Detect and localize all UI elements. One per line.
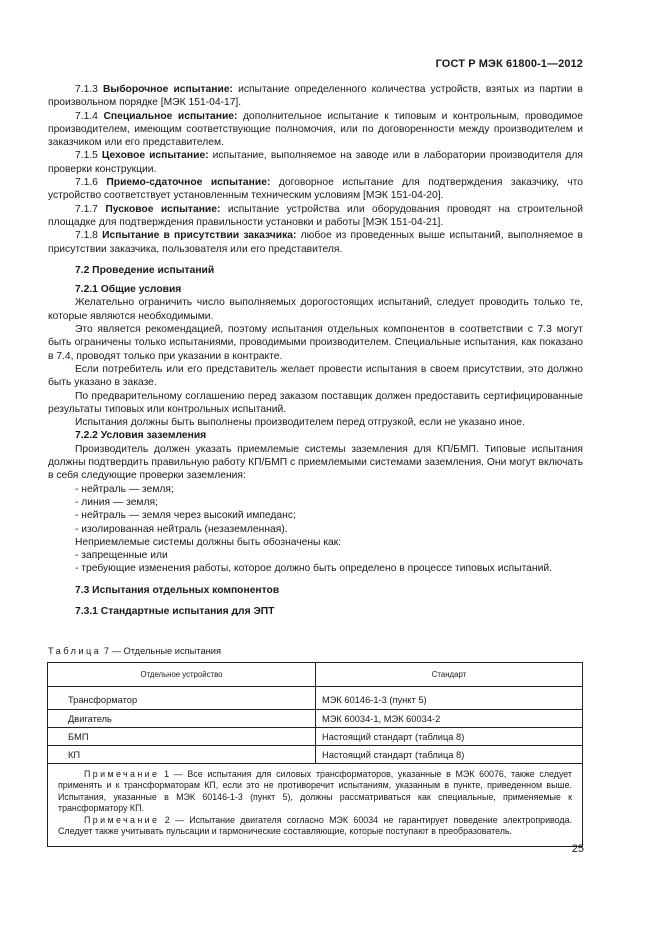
tests-table bbox=[47, 662, 583, 847]
standard-cell: Настоящий стандарт (таблица 8) bbox=[316, 746, 583, 764]
list-item: - линия — земля; bbox=[75, 496, 158, 508]
paragraph: Испытания должны быть выполнены производителем перед отгрузкой, если не указано иное. bbox=[75, 417, 525, 429]
list-item: - нейтраль — земля; bbox=[75, 483, 174, 495]
column-header-device: Отдельное устройство bbox=[48, 663, 316, 687]
note-2 bbox=[58, 815, 572, 838]
device-cell: Двигатель bbox=[48, 710, 316, 728]
clause-number: 7.1.4 bbox=[75, 110, 98, 122]
note-label: Примечание bbox=[84, 814, 160, 825]
clause-number: 7.1.3 bbox=[75, 84, 98, 95]
definition-7-1-7 bbox=[48, 203, 583, 230]
term: Выборочное испытание: bbox=[102, 84, 233, 95]
table-notes bbox=[48, 764, 583, 847]
note-text: 1 — Все испытания для силовых трансформаторов, указанные в МЭК 60076, также следует применять и к трансформаторам КП, если это не противоречит испытаниям, указанным в пункте, приведенном выше. Испытания, указанные в МЭК 60146-1-3 (пункт 5), должны рассматриваться как специальные, применяемые к трансформатору КП. bbox=[58, 769, 572, 814]
list-item: - требующие изменения работы, которое должно быть определено в процессе типовых испытаний. bbox=[75, 563, 552, 575]
list-item: - изолированная нейтраль (незаземленная). bbox=[75, 523, 288, 535]
table-row bbox=[48, 687, 583, 710]
definition-7-1-4 bbox=[48, 110, 583, 150]
standard-cell: МЭК 60034-1, МЭК 60034-2 bbox=[316, 710, 583, 728]
paragraph: Это является рекомендацией, поэтому испытания отдельных компонентов в соответствии с 7.3 могут быть ограничены только испытаниями, проводимыми производителем. Специальные испытания, как показано в 7.4, проводят только при указании в контракте. bbox=[48, 324, 583, 362]
paragraph: Неприемлемые системы должны быть обозначены как: bbox=[75, 536, 342, 548]
paragraph: Если потребитель или его представитель желает провести испытания в своем присутствии, это должно быть указано в заказе. bbox=[48, 363, 583, 389]
note-text: 2 — Испытание двигателя согласно МЭК 60034 не гарантирует поведение электропривода. Следует также учитывать пульсации и гармонические составляющие, которые поступают в преобразователь. bbox=[58, 814, 572, 837]
device-cell: Трансформатор bbox=[48, 687, 316, 710]
note-1 bbox=[58, 769, 572, 815]
page-number: 25 bbox=[571, 843, 584, 855]
device-cell: БМП bbox=[48, 728, 316, 746]
term: Приемо-сдаточное испытание: bbox=[106, 177, 271, 189]
standard-header: ГОСТ Р МЭК 61800-1—2012 bbox=[435, 58, 583, 70]
clause-number: 7.1.6 bbox=[75, 177, 98, 189]
definition-7-1-6 bbox=[48, 176, 583, 203]
term: Цеховое испытание: bbox=[101, 150, 209, 162]
definition-text: испытание устройства или оборудования проводят на строительной площадке для подтверждения правильности установки и работы [МЭК 151-04-21]. bbox=[48, 203, 583, 228]
section-heading-7-3: 7.3 Испытания отдельных компонентов bbox=[75, 584, 280, 596]
term: Испытание в присутствии заказчика: bbox=[102, 230, 297, 242]
table-caption-label: Таблица bbox=[48, 646, 102, 656]
definition-7-1-3 bbox=[48, 83, 583, 110]
definition-text: испытание, выполняемое на заводе или в лаборатории производителя для проверки конструкции. bbox=[48, 150, 583, 175]
clause-number: 7.1.5 bbox=[75, 150, 98, 162]
definition-text: договорное испытание для подтверждения заказчику, что устройство соответствует установленным техническим условиям [МЭК 151-04-20]. bbox=[48, 177, 583, 202]
section-heading-7-2-2: 7.2.2 Условия заземления bbox=[75, 430, 207, 442]
definition-text: любое из проведенных выше испытаний, выполняемое в присутствии заказчика, пользователя или его представителя. bbox=[48, 230, 583, 255]
table-row bbox=[48, 728, 583, 746]
term: Пусковое испытание: bbox=[105, 203, 221, 215]
definition-text: дополнительное испытание к типовым и контрольным, проводимое производителем, имеющим соответствующие полномочия, или по договоренности между производителем и заказчиком или его представителем. bbox=[48, 110, 583, 149]
definition-7-1-5 bbox=[48, 149, 583, 176]
main-text bbox=[48, 83, 583, 618]
section-heading-7-2: 7.2 Проведение испытаний bbox=[75, 264, 215, 276]
term: Специальное испытание: bbox=[103, 110, 238, 122]
note-label: Примечание bbox=[84, 769, 160, 779]
section-heading-7-2-1: 7.2.1 Общие условия bbox=[75, 284, 182, 296]
clause-number: 7.1.8 bbox=[75, 230, 98, 242]
table-caption bbox=[48, 645, 221, 657]
list-item: - запрещенные или bbox=[75, 550, 168, 562]
table-caption-text: 7 — Отдельные испытания bbox=[101, 646, 222, 656]
table-row bbox=[48, 710, 583, 728]
paragraph: По предварительному соглашению перед заказом поставщик должен предоставить сертифицированные результаты типовых или контрольных испытаний. bbox=[48, 390, 583, 415]
column-header-standard: Стандарт bbox=[316, 663, 583, 687]
table-header-row bbox=[48, 663, 583, 687]
definition-text: испытание определенного количества устройств, взятых из партии в произвольном порядке [МЭК 151-04-17]. bbox=[48, 84, 583, 109]
paragraph: Желательно ограничить число выполняемых дорогостоящих испытаний, следует проводить только те, которые являются необходимыми. bbox=[48, 297, 583, 322]
table-row bbox=[48, 746, 583, 764]
standard-cell: Настоящий стандарт (таблица 8) bbox=[316, 728, 583, 746]
section-heading-7-3-1: 7.3.1 Стандартные испытания для ЭПТ bbox=[75, 605, 275, 617]
device-cell: КП bbox=[48, 746, 316, 764]
clause-number: 7.1.7 bbox=[75, 203, 98, 215]
list-item: - нейтраль — земля через высокий импеданс; bbox=[75, 510, 296, 522]
table-notes-row bbox=[48, 764, 583, 847]
paragraph: Производитель должен указать приемлемые системы заземления для КП/БМП. Типовые испытания должны подтвердить правильную работу КП/БМП с приемлемыми системами заземления. Они могут включать в себя следующие проверки заземления: bbox=[48, 443, 584, 482]
standard-cell: МЭК 60146-1-3 (пункт 5) bbox=[316, 687, 583, 710]
definition-7-1-8 bbox=[48, 229, 583, 256]
